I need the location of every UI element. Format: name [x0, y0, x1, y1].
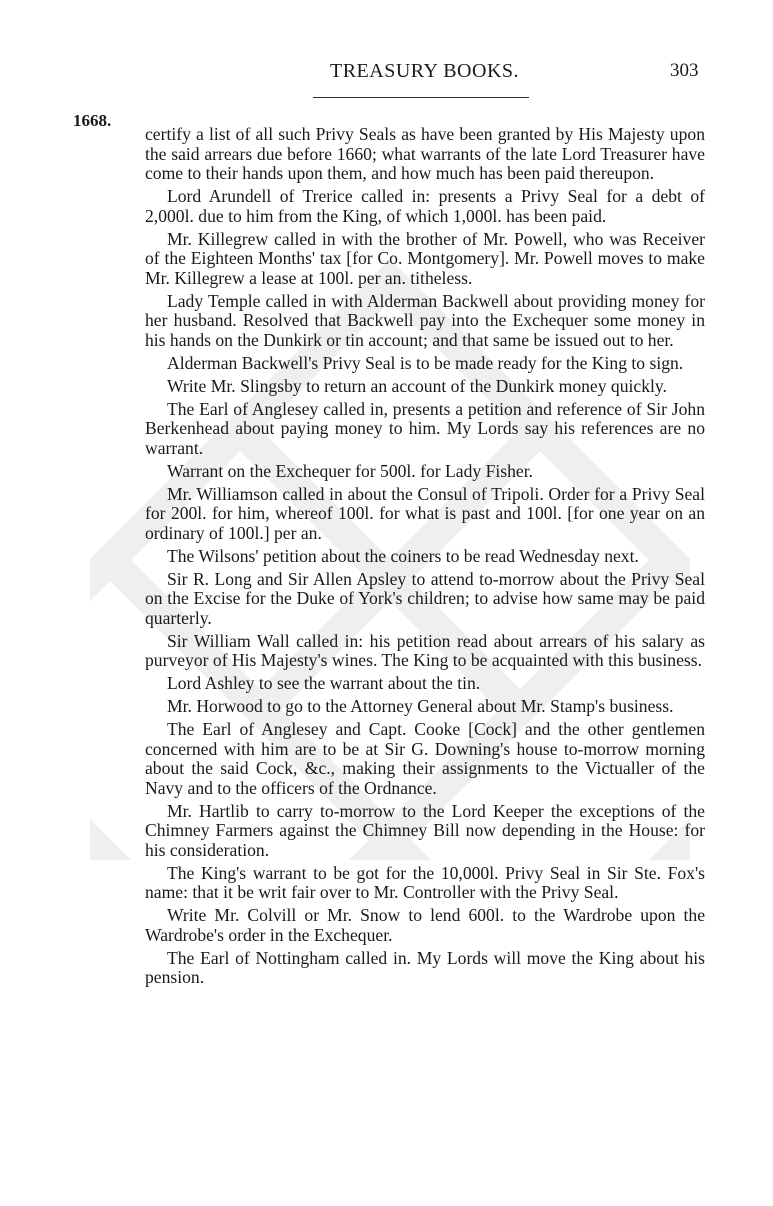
entry-paragraph: The Wilsons' petition about the coiners to be read Wednesday next. — [167, 545, 639, 566]
entry-paragraph: The Earl of Anglesey called in, presents a petition and reference of Sir John Berkenhead about paying money to him. My Lords say his references are no warrant. — [145, 398, 705, 458]
entry-paragraph: Warrant on the Exchequer for 500l. for Lady Fisher. — [167, 460, 533, 481]
running-title: TREASURY BOOKS. — [330, 60, 520, 82]
entry-paragraph: Write Mr. Slingsby to return an account of the Dunkirk money quickly. — [167, 375, 667, 396]
entry-paragraph: Lady Temple called in with Alderman Backwell about providing money for her husband. Resolved that Backwell pay into the Exchequer some money in his hands on the Dunkirk or tin account; and that same be issued out to her. — [145, 290, 705, 350]
margin-year: 1668. — [73, 111, 112, 130]
entry-paragraph: Sir R. Long and Sir Allen Apsley to attend to-morrow about the Privy Seal on the Excise for the Duke of York's children; to advise how same may be paid quarterly. — [145, 568, 705, 628]
entry-paragraph: The King's warrant to be got for the 10,000l. Privy Seal in Sir Ste. Fox's name: that it be writ fair over to Mr. Controller with the Privy Seal. — [145, 862, 705, 902]
entry-paragraph: Mr. Hartlib to carry to-morrow to the Lord Keeper the exceptions of the Chimney Farmers against the Chimney Bill now depending in the House: for his consideration. — [145, 800, 705, 860]
entry-paragraph: Mr. Killegrew called in with the brother of Mr. Powell, who was Receiver of the Eighteen Months' tax [for Co. Montgomery]. Mr. Powell moves to make Mr. Killegrew a lease at 100l. per an. titheless. — [145, 228, 705, 288]
entry-paragraph: The Earl of Anglesey and Capt. Cooke [Cock] and the other gentlemen concerned with him are to be at Sir G. Downing's house to-morrow morning about the said Cock, &c., making their assignments to the Victualler of the Navy and to the officers of the Ordnance. — [145, 719, 705, 798]
page-number: 303 — [670, 60, 699, 81]
entries-text — [145, 125, 705, 991]
entry-paragraph: Mr. Horwood to go to the Attorney General about Mr. Stamp's business. — [167, 696, 674, 716]
entry-paragraph: The Earl of Nottingham called in. My Lords will move the King about his pension. — [145, 947, 705, 987]
entry-paragraph: Lord Ashley to see the warrant about the tin. — [167, 673, 481, 693]
header-rule — [313, 97, 529, 98]
entry-paragraph: Mr. Williamson called in about the Consul of Tripoli. Order for a Privy Seal for 200l. for him, whereof 100l. for what is past and 100l. [for one year on an ordinary of 100l.] per an. — [145, 483, 705, 543]
entry-paragraph: Sir William Wall called in: his petition read about arrears of his salary as purveyor of His Majesty's wines. The King to be acquainted with this business. — [145, 630, 705, 670]
entry-paragraph: Alderman Backwell's Privy Seal is to be made ready for the King to sign. — [167, 352, 684, 373]
entry-paragraph: Write Mr. Colvill or Mr. Snow to lend 600l. to the Wardrobe upon the Wardrobe's order in the Exchequer. — [145, 905, 705, 945]
entry-paragraph: certify a list of all such Privy Seals as have been granted by His Majesty upon the said arrears due before 1660; what warrants of the late Lord Treasurer have come to their hands upon them, and how much has been paid thereupon. — [145, 124, 705, 183]
entry-paragraph: Lord Arundell of Trerice called in: presents a Privy Seal for a debt of 2,000l. due to him from the King, of which 1,000l. has been paid. — [145, 186, 705, 226]
page-header — [0, 60, 773, 90]
